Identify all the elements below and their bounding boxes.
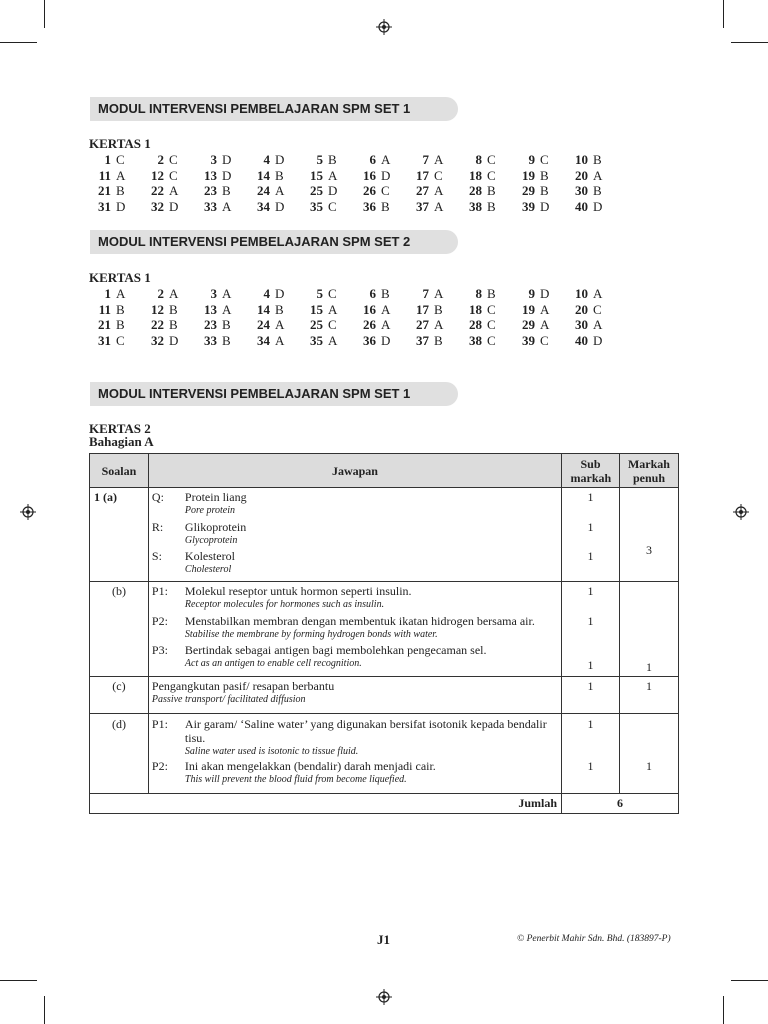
full-mark-cell: 1 (619, 582, 678, 677)
answer-letter: B (116, 317, 125, 332)
question-number: 12 (151, 167, 164, 183)
answer-item (142, 152, 178, 168)
question-number: 33 (204, 198, 217, 214)
sub-mark-cell: 1 1 1 (562, 488, 620, 582)
paper-title: KERTAS 2 (89, 421, 151, 436)
answer-item (460, 333, 496, 349)
question-number: 9 (528, 152, 535, 167)
registration-mark-icon (20, 504, 36, 520)
paper-title: KERTAS 1 (89, 270, 151, 285)
answer-item (89, 333, 125, 349)
question-number: 19 (522, 167, 535, 183)
crop-mark (723, 0, 724, 28)
answer-letter: D (169, 332, 179, 348)
copyright-text: © Penerbit Mahir Sdn. Bhd. (183897-P) (517, 934, 671, 944)
answer-item (248, 183, 284, 199)
answer-letter: C (487, 152, 496, 167)
question-number: 8 (475, 286, 482, 301)
question-number: 36 (363, 198, 376, 214)
section-banner: MODUL INTERVENSI PEMBELAJARAN SPM SET 1 (90, 97, 458, 121)
question-number: 28 (469, 317, 482, 332)
answer-item (513, 152, 549, 168)
answer-letter: B (116, 301, 125, 317)
question-number: 2 (157, 152, 164, 167)
answer-item (460, 286, 496, 302)
question-number: 4 (263, 152, 270, 167)
answer-letter: C (116, 332, 125, 348)
total-row (90, 794, 679, 814)
answer-letter: B (116, 183, 125, 198)
answer-item (301, 286, 337, 302)
answer-item (195, 333, 231, 349)
answer-letter: A (275, 317, 285, 332)
answer-item (513, 302, 549, 318)
question-number: 17 (416, 301, 429, 317)
answer-item (89, 286, 125, 302)
answer-letter: A (381, 317, 391, 332)
answer-item (142, 333, 178, 349)
answer-item (460, 199, 496, 215)
answer-item (513, 183, 549, 199)
answer-letter: C (487, 167, 496, 183)
question-number: 40 (575, 332, 588, 348)
header-markah-penuh: Markah penuh (619, 454, 678, 488)
question-number: 25 (310, 183, 323, 198)
answer-item (407, 168, 443, 184)
answer-letter: A (169, 286, 179, 301)
question-number: 35 (310, 198, 323, 214)
answer-item (301, 302, 337, 318)
answer-letter: B (328, 152, 337, 167)
answer-letter: B (593, 183, 602, 198)
answer-letter: A (434, 317, 444, 332)
question-number: 22 (151, 317, 164, 332)
answer-letter: B (487, 183, 496, 198)
answer-letter: D (593, 332, 603, 348)
answer-item (301, 333, 337, 349)
answer-item (142, 183, 178, 199)
answer-letter: B (487, 198, 496, 214)
part-title: Bahagian A (89, 434, 154, 449)
answer-letter: C (487, 317, 496, 332)
question-number: 6 (369, 286, 376, 301)
question-number: 30 (575, 183, 588, 198)
answer-letter: C (328, 286, 337, 301)
answer-letter: A (540, 301, 550, 317)
answer-item (566, 286, 602, 302)
full-mark-cell: 1 (619, 714, 678, 794)
question-number: 20 (575, 167, 588, 183)
question-number: 8 (475, 152, 482, 167)
answer-item (195, 317, 231, 333)
question-number: 24 (257, 183, 270, 198)
answer-item (566, 317, 602, 333)
answer-item (89, 168, 125, 184)
answer-item (460, 302, 496, 318)
answer-item (248, 333, 284, 349)
answer-letter: B (275, 301, 284, 317)
answer-cell: Pengangkutan pasif/ resapan berbantu Passive transport/ facilitated diffusion (148, 677, 561, 714)
question-number: 23 (204, 317, 217, 332)
answer-letter: D (540, 286, 550, 301)
answer-letter: C (169, 167, 178, 183)
question-number: 5 (316, 152, 323, 167)
answer-item (354, 199, 390, 215)
answer-item (142, 317, 178, 333)
question-number: 32 (151, 332, 164, 348)
answer-item (407, 199, 443, 215)
question-number: 39 (522, 332, 535, 348)
answer-item (142, 168, 178, 184)
question-number: 6 (369, 152, 376, 167)
question-number: 3 (210, 286, 217, 301)
answer-letter: D (593, 198, 603, 214)
answer-letter: C (169, 152, 178, 167)
question-number: 38 (469, 198, 482, 214)
answer-item (566, 168, 602, 184)
answer-letter: D (275, 198, 285, 214)
answer-item (195, 152, 231, 168)
question-number: 31 (98, 198, 111, 214)
question-number: 16 (363, 167, 376, 183)
question-number: 28 (469, 183, 482, 198)
question-number: 21 (98, 317, 111, 332)
crop-mark (44, 0, 45, 28)
answer-item (566, 333, 602, 349)
answer-letter: A (275, 183, 285, 198)
answer-item (354, 333, 390, 349)
answer-item (301, 183, 337, 199)
answer-item (248, 199, 284, 215)
question-number: 30 (575, 317, 588, 332)
answer-letter: A (222, 301, 232, 317)
question-number: 40 (575, 198, 588, 214)
answer-letter: C (540, 152, 549, 167)
crop-mark (723, 996, 724, 1024)
question-number: 25 (310, 317, 323, 332)
section-banner: MODUL INTERVENSI PEMBELAJARAN SPM SET 2 (90, 230, 458, 254)
answer-letter: D (275, 286, 285, 301)
answer-letter: A (116, 167, 126, 183)
answer-cell: P1: Molekul reseptor untuk hormon seperti insulin. Receptor molecules for hormones such as insulin. P2: Menstabilkan membran dengan membentuk ikatan hidrogen bersama air. Stabilise the membrane by forming hydrogen bonds with water. P3: Bertindak sebagai antigen bagi membolehkan pengecaman sel. Act as an antigen to enable cell recognition. (148, 582, 561, 677)
question-number: 26 (363, 317, 376, 332)
crop-mark (0, 980, 37, 981)
question-number: 16 (363, 301, 376, 317)
table-row (90, 714, 679, 794)
crop-mark (0, 42, 37, 43)
answer-letter: D (169, 198, 179, 214)
answer-letter: A (434, 152, 444, 167)
table-row (90, 488, 679, 582)
answer-letter: C (487, 301, 496, 317)
answer-item (407, 183, 443, 199)
question-number: 27 (416, 317, 429, 332)
answer-item (195, 302, 231, 318)
answer-letter: B (487, 286, 496, 301)
answer-letter: D (381, 332, 391, 348)
question-number: 31 (98, 332, 111, 348)
answer-item (354, 317, 390, 333)
answer-item (460, 168, 496, 184)
question-number: 10 (575, 152, 588, 167)
question-number: 12 (151, 301, 164, 317)
answer-item (248, 286, 284, 302)
answer-letter: C (540, 332, 549, 348)
answer-letter: B (222, 332, 231, 348)
question-number: 23 (204, 183, 217, 198)
question-number: 1 (104, 286, 111, 301)
answer-item (354, 168, 390, 184)
answer-item (407, 333, 443, 349)
answer-letter: C (593, 301, 602, 317)
table-row (90, 582, 679, 677)
answer-letter: D (222, 152, 232, 167)
answer-letter: B (275, 167, 284, 183)
sub-mark-cell: 1 1 (562, 714, 620, 794)
question-number: 11 (98, 167, 111, 183)
registration-mark-icon (376, 989, 392, 1005)
answer-item (566, 183, 602, 199)
answer-letter: D (275, 152, 285, 167)
question-number: 3 (210, 152, 217, 167)
sub-mark-cell: 1 1 1 (562, 582, 620, 677)
answer-letter: B (593, 152, 602, 167)
question-number: 22 (151, 183, 164, 198)
answer-letter: A (116, 286, 126, 301)
answer-item (142, 302, 178, 318)
question-number: 13 (204, 301, 217, 317)
question-number: 9 (528, 286, 535, 301)
answer-item (142, 286, 178, 302)
answer-letter: A (222, 198, 232, 214)
answer-item (460, 152, 496, 168)
answer-letter: A (540, 317, 550, 332)
answer-item (407, 286, 443, 302)
sub-mark-cell: 1 (562, 677, 620, 714)
question-number: 13 (204, 167, 217, 183)
answer-item (195, 168, 231, 184)
question-number: 2 (157, 286, 164, 301)
table-header-row (90, 454, 679, 488)
question-number: 24 (257, 317, 270, 332)
question-number: 11 (98, 301, 111, 317)
answer-item (301, 199, 337, 215)
question-number: 7 (422, 152, 429, 167)
answer-letter: A (434, 286, 444, 301)
answer-item (566, 199, 602, 215)
page-number: J1 (377, 932, 390, 947)
question-number: 14 (257, 301, 270, 317)
question-number: 18 (469, 301, 482, 317)
question-number: 38 (469, 332, 482, 348)
section-banner: MODUL INTERVENSI PEMBELAJARAN SPM SET 1 (90, 382, 458, 406)
answer-letter: C (487, 332, 496, 348)
header-soalan: Soalan (90, 454, 149, 488)
answer-letter: A (593, 317, 603, 332)
answer-item (89, 302, 125, 318)
answer-item (513, 286, 549, 302)
question-number: 19 (522, 301, 535, 317)
answer-letter: D (222, 167, 232, 183)
answer-item (513, 333, 549, 349)
answer-letter: A (434, 183, 444, 198)
answer-item (407, 302, 443, 318)
registration-mark-icon (733, 504, 749, 520)
answer-item (513, 317, 549, 333)
answer-letter: B (169, 301, 178, 317)
answer-item (142, 199, 178, 215)
question-number: 17 (416, 167, 429, 183)
question-number: 5 (316, 286, 323, 301)
question-number: 32 (151, 198, 164, 214)
answer-letter: C (328, 198, 337, 214)
question-number: 15 (310, 301, 323, 317)
answer-item (513, 199, 549, 215)
answer-letter: B (169, 317, 178, 332)
answer-item (301, 152, 337, 168)
answer-letter: B (222, 183, 231, 198)
total-label: Jumlah (90, 794, 562, 814)
question-number: 36 (363, 332, 376, 348)
answer-letter: A (328, 332, 338, 348)
question-number: 34 (257, 332, 270, 348)
crop-mark (731, 42, 768, 43)
table-row (90, 677, 679, 714)
answer-cell: P1: Air garam/ ‘Saline water’ yang digunakan bersifat isotonik kepada bendalir tisu. Saline water used is isotonic to tissue fluid. P2: Ini akan mengelakkan (bendalir) darah menjadi cair. This will prevent the blood fluid from become liquefied. (148, 714, 561, 794)
question-number: 1 (104, 152, 111, 167)
answer-letter: A (381, 152, 391, 167)
answer-letter: A (593, 167, 603, 183)
answer-letter: D (381, 167, 391, 183)
total-value: 6 (562, 794, 679, 814)
question-number: (c) (90, 677, 149, 714)
question-number: 37 (416, 198, 429, 214)
question-number: 37 (416, 332, 429, 348)
question-number: 20 (575, 301, 588, 317)
answer-letter: B (540, 167, 549, 183)
question-number: 35 (310, 332, 323, 348)
answer-item (354, 286, 390, 302)
answer-letter: A (169, 183, 179, 198)
answer-item (407, 152, 443, 168)
answer-letter: D (328, 183, 338, 198)
answer-letter: B (540, 183, 549, 198)
answer-item (460, 183, 496, 199)
answer-letter: A (381, 301, 391, 317)
question-number: 7 (422, 286, 429, 301)
answer-letter: B (434, 332, 443, 348)
answer-item (89, 317, 125, 333)
answer-letter: D (116, 198, 126, 214)
question-number: 29 (522, 317, 535, 332)
question-number: (d) (90, 714, 149, 794)
answer-letter: C (434, 167, 443, 183)
question-number: 33 (204, 332, 217, 348)
question-number: 18 (469, 167, 482, 183)
answer-letter: B (381, 286, 390, 301)
header-jawapan: Jawapan (148, 454, 561, 488)
answer-letter: A (434, 198, 444, 214)
question-number: (b) (90, 582, 149, 677)
answer-item (89, 199, 125, 215)
answer-letter: A (222, 286, 232, 301)
question-number: 14 (257, 167, 270, 183)
answer-item (566, 152, 602, 168)
answer-item (301, 317, 337, 333)
question-number: 34 (257, 198, 270, 214)
answer-letter: A (328, 167, 338, 183)
paper-title: KERTAS 1 (89, 136, 151, 151)
answer-item (513, 168, 549, 184)
answer-letter: A (593, 286, 603, 301)
question-number: 21 (98, 183, 111, 198)
question-number: 26 (363, 183, 376, 198)
answer-item (354, 302, 390, 318)
answer-item (89, 152, 125, 168)
answer-letter: C (116, 152, 125, 167)
registration-mark-icon (376, 19, 392, 35)
question-number: 1 (a) (90, 488, 149, 582)
answer-item (248, 317, 284, 333)
answer-letter: C (381, 183, 390, 198)
header-sub-markah: Sub markah (562, 454, 620, 488)
question-number: 27 (416, 183, 429, 198)
crop-mark (44, 996, 45, 1024)
answer-item (354, 183, 390, 199)
question-number: 15 (310, 167, 323, 183)
question-number: 29 (522, 183, 535, 198)
answer-item (89, 183, 125, 199)
question-number: 10 (575, 286, 588, 301)
question-number: 4 (263, 286, 270, 301)
answer-item (301, 168, 337, 184)
answer-cell: Q: Protein liang Pore protein R: Glikoprotein Glycoprotein S: Kolesterol Cholesterol (148, 488, 561, 582)
answer-item (195, 286, 231, 302)
full-mark-cell: 3 (619, 488, 678, 582)
full-mark-cell: 1 (619, 677, 678, 714)
answer-item (460, 317, 496, 333)
answer-letter: D (540, 198, 550, 214)
answer-item (195, 183, 231, 199)
answer-letter: A (275, 332, 285, 348)
question-number: 39 (522, 198, 535, 214)
answer-item (566, 302, 602, 318)
answer-item (248, 302, 284, 318)
marking-scheme-table (89, 453, 679, 814)
answer-letter: B (434, 301, 443, 317)
answer-item (248, 168, 284, 184)
answer-letter: C (328, 317, 337, 332)
answer-item (407, 317, 443, 333)
answer-letter: B (381, 198, 390, 214)
answer-item (354, 152, 390, 168)
answer-letter: B (222, 317, 231, 332)
answer-item (248, 152, 284, 168)
answer-letter: A (328, 301, 338, 317)
crop-mark (731, 980, 768, 981)
answer-item (195, 199, 231, 215)
